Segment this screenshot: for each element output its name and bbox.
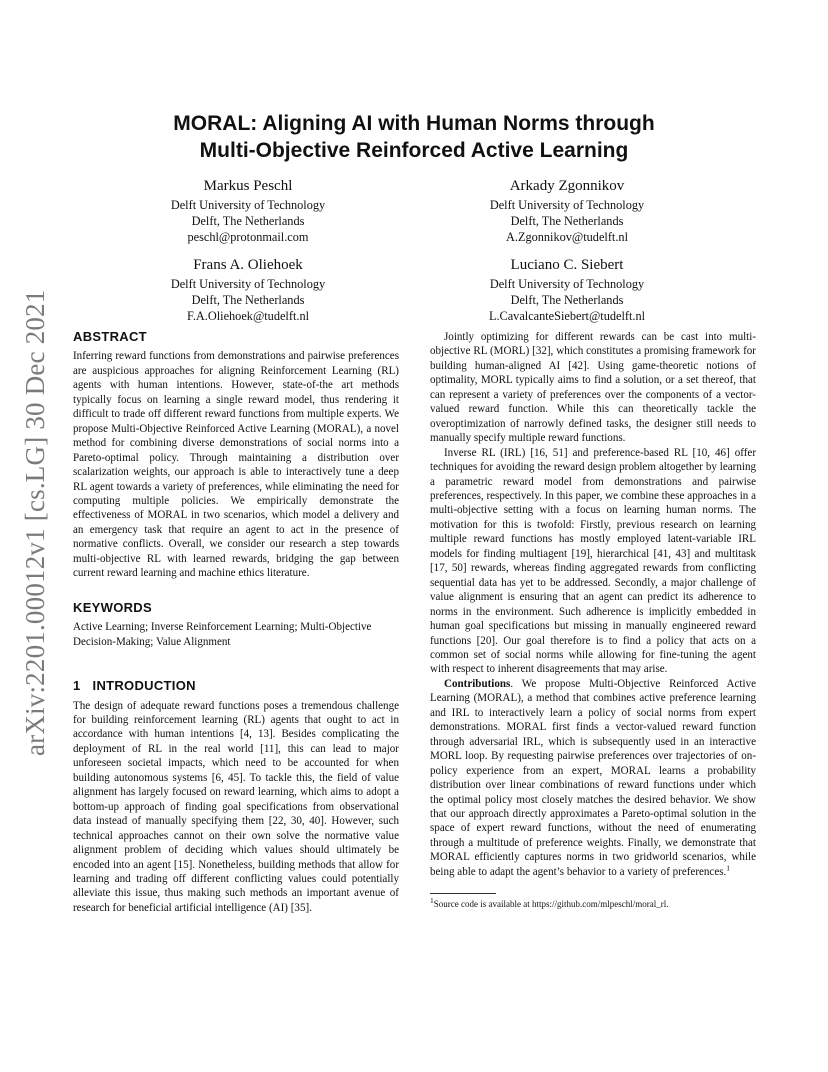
intro-paragraph-3: Inverse RL (IRL) [16, 51] and preference-based RL [10, 46] offer techniques for avoiding the reward design problem altogether by learning a parametric reward model from demonstrations and pairwise preferences, respectively. In this paper, we combine these approaches in a multi-objective setting with a focus on learning human norms. The motivation for this is twofold: Firstly, previous research on learning multiple reward functions has mostly employed latent-variable IRL models for finding multiagent [19], hierarchical [41, 43] and multitask [17, 50] rewards, whereas finding aggregated rewards from conflicting sequential data has yet to be addressed. Secondly, a major challenge of value alignment is ensuring that an agent can predict its adherence to norms in the environment. Such adherence is implicitly embedded in human goal specifications but missing in manually engineered reward functions [20]. Our goal therefore is to find a policy that acts on a common set of social norms while allowing for fine-tuning the agent with respect to inherent disagreements that may arise. xyxy=(430,446,756,676)
title-line-2: Multi-Objective Reinforced Active Learning xyxy=(199,139,629,162)
arxiv-sidebar xyxy=(14,286,56,756)
author-location: Delft, The Netherlands xyxy=(191,293,305,307)
author-block xyxy=(98,176,398,245)
footnote xyxy=(430,898,756,910)
keywords-section xyxy=(73,601,399,649)
author-name: Arkady Zgonnikov xyxy=(509,178,625,194)
introduction-section xyxy=(73,679,399,915)
author-block xyxy=(417,176,717,245)
intro-paragraph-2: Jointly optimizing for different rewards can be cast into multi-objective RL (MORL) [32], which constitutes a promising framework for building human-aligned AI [42]. Using game-theoretic notions of optimality, MORL typically aims to find a solution, or a set thereof, that can represent a variety of preferences over the components of a vector-valued reward function. While this can theoretically tackle the overoptimization of narrowly defined tasks, the designer still needs to manually specify multiple reward functions. xyxy=(430,331,756,445)
right-column xyxy=(430,330,756,910)
footnote-number: 1 xyxy=(430,896,434,906)
author-affiliation: Delft University of Technology xyxy=(489,277,645,291)
left-column xyxy=(73,330,399,915)
author-name: Luciano C. Siebert xyxy=(510,257,624,273)
abstract-text: Inferring reward functions from demonstrations and pairwise preferences are auspicious approaches for aligning Reinforcement Learning (RL) agents with human intentions. However, state-of-the art methods typically focus on learning a single reward model, thus rendering it difficult to trade off different reward functions from multiple experts. We propose Multi-Objective Reinforced Active Learning (MORAL), a novel method for combining diverse demonstrations of social norms into a Pareto-optimal policy. Through maintaining a distribution over scalarization weights, our approach is able to interactively tune a deep RL agent towards a variety of preferences, while eliminating the need for computing multiple policies. We empirically demonstrate the effectiveness of MORAL in two scenarios, which model a delivery and an emergency task that require an agent to act in the presence of normative conflicts. Overall, we consider our research a step towards multi-objective RL with learned rewards, bridging the gap between current reward learning and machine ethics literature. xyxy=(73,350,399,580)
footnote-rule xyxy=(430,893,496,894)
author-affiliation: Delft University of Technology xyxy=(170,198,326,212)
contributions-label: Contributions xyxy=(444,677,511,690)
section-number: 1 xyxy=(73,678,81,694)
section-title: INTRODUCTION xyxy=(92,678,196,694)
title-line-1: MORAL: Aligning AI with Human Norms through xyxy=(173,112,655,135)
author-location: Delft, The Netherlands xyxy=(510,293,624,307)
contributions-text: . We propose Multi-Objective Reinforced Active Learning (MORAL), a method that combines active preference learning and IRL to interactively learn a policy of social norms from expert demonstrations. MORAL first finds a vector-valued reward function through adversarial IRL, which is subsequently used in an interactive MORL loop. By requesting pairwise preferences over trajectories of on-policy experience from an expert, MORAL learns a probability distribution over linear combinations of reward functions under which the optimal policy most closely matches the desired behavior. We show that our approach directly approximates a Pareto-optimal solution in the space of expert reward functions, without the need of enumerating through a multitude of preference weights. Finally, we demonstrate that MORAL efficiently captures norms in two gridworld scenarios, while being able to adapt the agent’s behavior to a variety of preferences. xyxy=(430,677,756,878)
author-email[interactable]: L.CavalcanteSiebert@tudelft.nl xyxy=(488,309,646,323)
arxiv-identifier: arXiv:2201.00012v1 [cs.LG] 30 Dec 2021 xyxy=(20,289,50,756)
abstract-heading: ABSTRACT xyxy=(73,329,147,344)
keywords-heading: KEYWORDS xyxy=(73,599,152,615)
author-block xyxy=(417,255,717,324)
author-location: Delft, The Netherlands xyxy=(510,214,624,228)
author-name: Markus Peschl xyxy=(203,178,293,194)
author-email[interactable]: F.A.Oliehoek@tudelft.nl xyxy=(186,309,310,323)
paper-title xyxy=(100,110,728,164)
intro-paragraph-1: The design of adequate reward functions poses a tremendous challenge for building reinforcement learning (RL) agents that ought to act in accordance with human intentions [4, 13]. Besides complicating the deployment of RL in the real world [11], this can lead to major unforeseen societal impacts, which need to be accounted for when building autonomous systems [6, 45]. To tackle this, the field of value alignment has largely focused on reward learning, which aims to adopt a bottom-up approach of finding goal specifications from observational data instead of manually specifying them [22, 30, 40]. However, such technical approaches cannot on their own solve the normative value alignment problem of deciding which values should ultimately be encoded into an agent [15]. Nonetheless, building methods that allow for learning and trading off different conflicting values could potentially alleviate this issue, thus making such methods an important avenue of research for beneficial artificial intelligence (AI) [35]. xyxy=(73,699,399,914)
author-block xyxy=(98,255,398,324)
footnote-mark: 1 xyxy=(726,863,731,873)
author-name: Frans A. Oliehoek xyxy=(193,257,303,273)
intro-paragraph-4 xyxy=(430,677,756,879)
introduction-heading xyxy=(73,679,399,693)
author-email[interactable]: peschl@protonmail.com xyxy=(187,230,309,244)
keywords-text: Active Learning; Inverse Reinforcement Learning; Multi-Objective Decision-Making; Value Alignment xyxy=(73,621,372,648)
author-location: Delft, The Netherlands xyxy=(191,214,305,228)
footnote-text: Source code is available at https://github.com/mlpeschl/moral_rl. xyxy=(433,899,669,910)
author-affiliation: Delft University of Technology xyxy=(489,198,645,212)
author-email[interactable]: A.Zgonnikov@tudelft.nl xyxy=(506,230,628,244)
author-affiliation: Delft University of Technology xyxy=(170,277,326,291)
